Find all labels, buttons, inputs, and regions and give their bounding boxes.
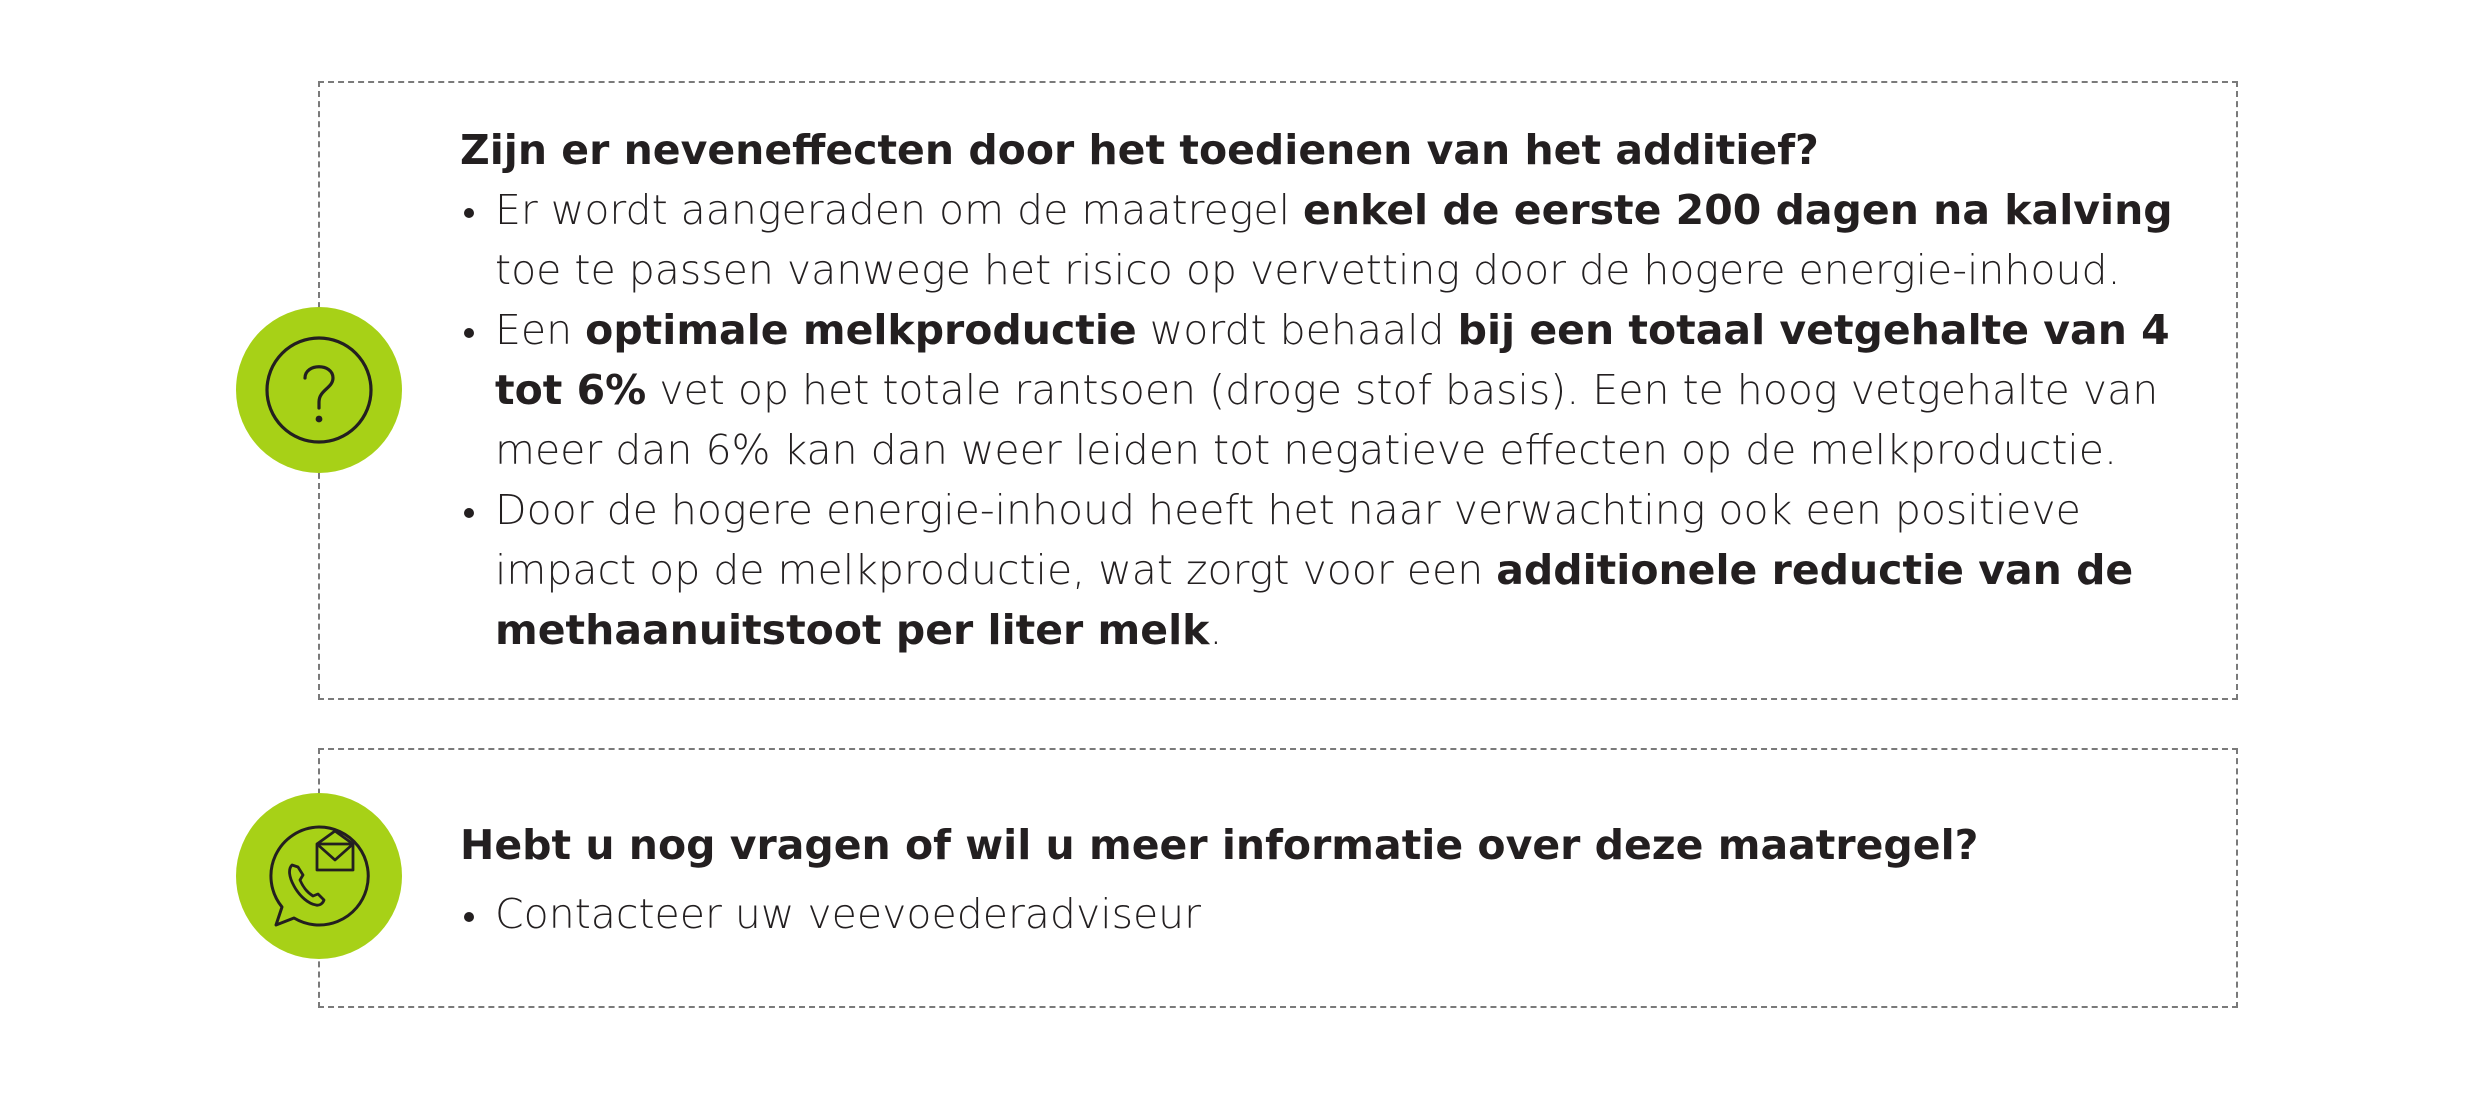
question-badge	[236, 307, 402, 473]
contact-content	[460, 815, 2220, 944]
contact-badge	[236, 793, 402, 959]
contact-list	[460, 884, 2220, 944]
list-item: Contacteer uw veevoederadviseur	[460, 884, 2220, 944]
phone-mail-chat-icon	[236, 793, 402, 959]
list-item: Een optimale melkproductie wordt behaald bij een totaal vetgehalte van 4 tot 6% vet op het totale rantsoen (droge stof basis). Een te hoog vetgehalte van meer dan 6% kan dan weer leiden tot negatieve effecten op de melkproductie.	[460, 300, 2220, 480]
section-heading: Zijn er neveneffecten door het toedienen van het additief?	[460, 126, 1819, 174]
list-item: Door de hogere energie-inhoud heeft het naar verwachting ook een positieve impact op de melkproductie, wat zorgt voor een additionele reductie van de methaanuitstoot per liter melk.	[460, 480, 2220, 660]
list-item: Er wordt aangeraden om de maatregel enkel de eerste 200 dagen na kalving toe te passen vanwege het risico op vervetting door de hogere energie-inhoud.	[460, 180, 2220, 300]
side-effects-content	[460, 120, 2220, 660]
question-icon	[236, 307, 402, 473]
section-heading: Hebt u nog vragen of wil u meer informatie over deze maatregel?	[460, 821, 1979, 869]
side-effects-list	[460, 180, 2220, 660]
